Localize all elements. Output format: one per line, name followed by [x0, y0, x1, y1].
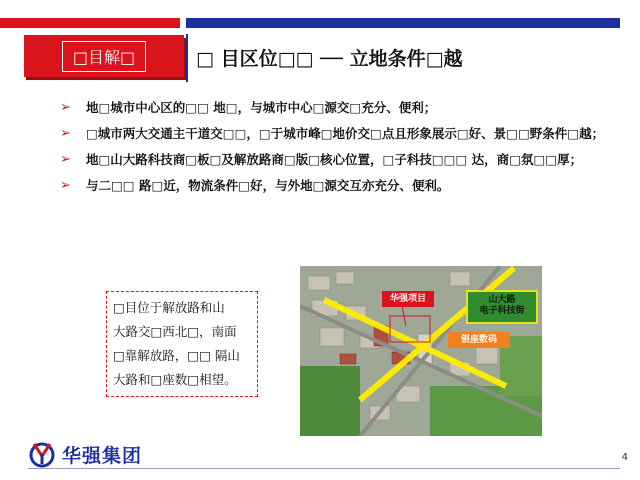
footer-divider: [28, 468, 620, 469]
note-line: 大路交□西北□，南面: [113, 324, 237, 339]
bullet-item: [60, 96, 620, 120]
map-label-project: 华强项目: [382, 291, 434, 307]
section-tag: [24, 35, 184, 77]
company-emblem-icon: [28, 440, 56, 468]
company-name: 华强集团: [62, 444, 143, 467]
bullet-text: 地□山大路科技商□板□及解放路商□版□核心位置，□子科技□□□ 达，商□氛□□厚；: [86, 152, 583, 167]
bullet-item: [60, 174, 620, 198]
company-logo: [28, 440, 142, 468]
section-tag-label: □目解□: [62, 41, 146, 72]
location-note-box: [106, 291, 258, 397]
map-label-neighbor: 银座数码: [448, 332, 510, 348]
title-divider: [186, 34, 188, 82]
map-label-street: [466, 290, 538, 324]
bullet-list: [60, 96, 620, 200]
header-blue-bar: [186, 18, 620, 28]
bullet-text: 地□城市中心区的□□ 地□，与城市中心□源交□充分、便利；: [86, 100, 437, 115]
arrow-bullet-icon: ➢: [60, 152, 71, 167]
map-label-street-line-2: 电子科技街: [479, 306, 525, 316]
slide-title: □ 目区位□□ ── 立地条件□越: [196, 48, 463, 70]
bullet-text: □城市两大交通主干道交□□，□于城市峰□地价交□点且形象展示□好、景□□野条件□越；: [86, 126, 605, 141]
arrow-bullet-icon: ➢: [60, 178, 71, 193]
note-line: 大路和□座数□相望。: [113, 372, 237, 387]
map-label-street-line-1: 山大路: [488, 295, 516, 305]
bullet-item: [60, 148, 620, 172]
page-number: 4: [621, 452, 628, 463]
note-line: □靠解放路，□□ 隔山: [113, 348, 240, 363]
arrow-bullet-icon: ➢: [60, 126, 71, 141]
header-red-bar: [0, 18, 180, 28]
aerial-map-image: [300, 266, 542, 436]
note-line: □目位于解放路和山: [113, 300, 225, 315]
bullet-text: 与二□□ 路□近，物流条件□好，与外地□源交互亦充分、便利。: [86, 178, 450, 193]
bullet-item: [60, 122, 620, 146]
arrow-bullet-icon: ➢: [60, 100, 71, 115]
